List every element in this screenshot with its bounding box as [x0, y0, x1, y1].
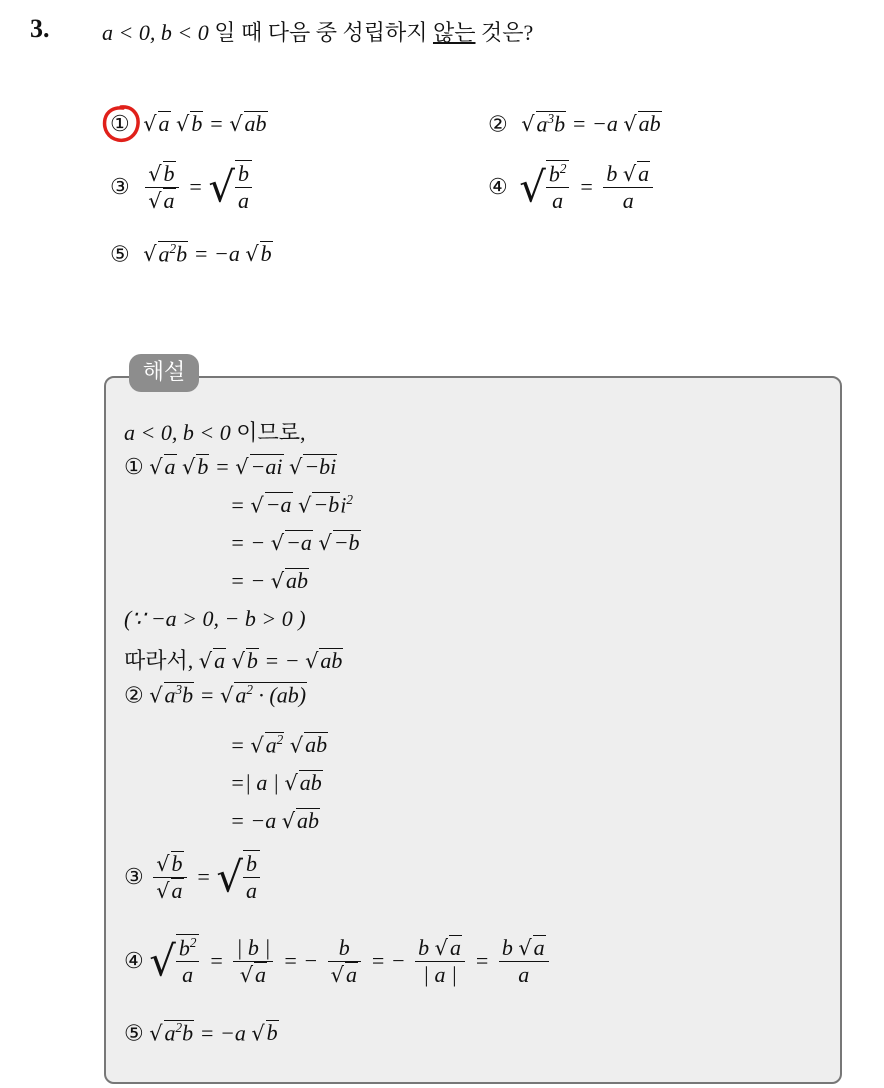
- solution-intro-text: 이므로,: [230, 420, 306, 445]
- solution-step-5: ⑤ $√a^2b = -a$ √b: [124, 1020, 278, 1046]
- solution-label: 해설: [129, 354, 199, 392]
- option-3[interactable]: ③ $\frac{√b}{√a}$ = √ $\frac{b}{a}$: [110, 160, 256, 214]
- option-4-number: ④: [488, 174, 508, 200]
- solution-step-2b: = $√a^2$ √ab: [230, 732, 328, 758]
- solution-step-1d: = − √ab: [230, 568, 309, 593]
- solution-therefore: 따라서, √a √b = − √ab: [124, 648, 343, 673]
- option-5-number: ⑤: [110, 241, 130, 267]
- option-5[interactable]: ⑤ $√a^2b = -a$ √b: [110, 241, 272, 267]
- question-condition: a < 0, b < 0: [102, 20, 209, 45]
- question-number: 3.: [30, 14, 50, 43]
- solution-intro: [124, 416, 305, 447]
- solution-step-2a: ② $√a^3b = √a^2 \cdot (ab)$: [124, 682, 307, 708]
- option-1[interactable]: ① √a √b = √ab: [110, 111, 267, 136]
- option-2-number: ②: [488, 111, 508, 137]
- question-text: [102, 16, 533, 47]
- solution-step-1b: = √−a $√-bi^2$: [230, 492, 353, 518]
- solution-because: (∵ −a > 0, − b > 0 ): [124, 606, 306, 631]
- option-4[interactable]: ④ √ $\frac{b^2}{a}$ = $\frac{b √a}{a}$: [488, 160, 657, 214]
- question-prompt-underlined: 않는: [432, 20, 476, 45]
- solution-step-2d: = −a √ab: [230, 808, 320, 833]
- option-3-number: ③: [110, 174, 130, 199]
- option-2[interactable]: ② $√a^3b = -a$ √ab: [488, 111, 661, 137]
- solution-step-3: ③ $\frac{√b}{√a}$ = √ $\frac{b}{a}$: [124, 850, 264, 904]
- solution-step-1a: ① √a √b = √−ai √−bi: [124, 454, 337, 479]
- question-prompt-before: 일 때 다음 중 성립하지: [208, 20, 433, 45]
- solution-intro-condition: a < 0, b < 0: [124, 420, 231, 445]
- solution-step-4: ④ √ $\frac{b^2}{a}$ = $\frac{| b |}{√a}$ = − $\frac{b}{√a}$ = − $\frac{b √a}{| a |}$ = $\frac{b √a}{a}$: [124, 934, 553, 988]
- solution-step-2c: =| a | √ab: [230, 770, 322, 795]
- solution-therefore-word: 따라서,: [124, 648, 194, 673]
- question-prompt-after: 것은?: [475, 20, 534, 45]
- solution-step-1c: = − √−a √−b: [230, 530, 360, 555]
- option-1-number: ①: [110, 111, 130, 136]
